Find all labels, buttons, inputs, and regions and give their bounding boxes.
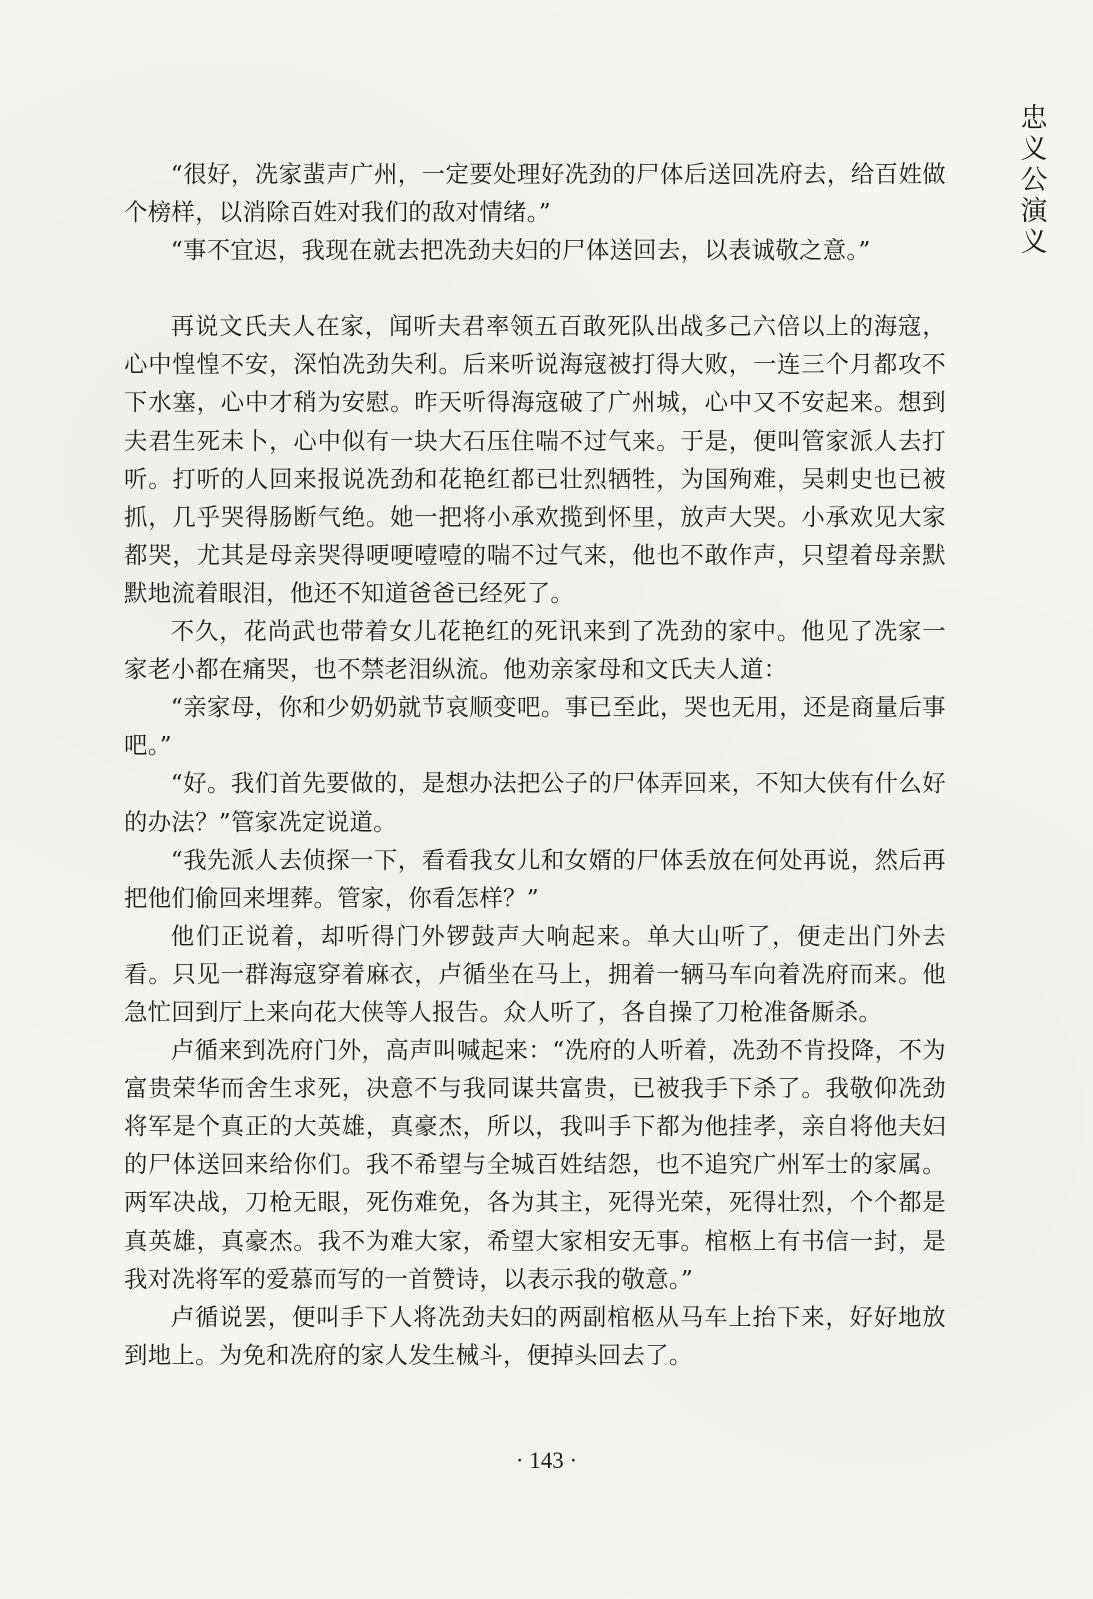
paragraph: 再说文氏夫人在家，闻听夫君率领五百敢死队出战多己六倍以上的海寇，心中惶惶不安，深怕冼劲失利。后来听说海寇被打得大败，一连三个月都攻不下水塞，心中才稍为安慰。昨天听得海寇破了广州城，心中又不安起来。想到夫君生死未卜，心中似有一块大石压住喘不过气来。于是，便叫管家派人去打听。打听的人回来报说冼劲和花艳红都已壮烈牺牲，为国殉难，吴刺史也已被抓，几乎哭得肠断气绝。她一把将小承欢揽到怀里，放声大哭。小承欢见大家都哭，尤其是母亲哭得哽哽噎噎的喘不过气来，他也不敢作声，只望着母亲默默地流着眼泪，他还不知道爸爸已经死了。 (124, 312, 946, 607)
paragraph: “亲家母，你和少奶奶就节哀顺变吧。事已至此，哭也无用，还是商量后事吧。” (124, 693, 946, 760)
paragraph: 不久，花尚武也带着女儿花艳红的死讯来到了冼劲的家中。他见了冼家一家老小都在痛哭，也不禁老泪纵流。他劝亲家母和文氏夫人道： (124, 617, 946, 684)
body-text (124, 155, 946, 1374)
paragraph: “我先派人去侦探一下，看看我女儿和女婿的尸体丢放在何处再说，然后再把他们偷回来埋葬。管家，你看怎样？” (124, 845, 946, 912)
paragraph: “好。我们首先要做的，是想办法把公子的尸体弄回来，不知大侠有什么好的办法？”管家冼定说道。 (124, 769, 946, 836)
paragraph: 卢循说罢，便叫手下人将冼劲夫妇的两副棺柩从马车上抬下来，好好地放到地上。为免和冼府的家人发生械斗，便掉头回去了。 (124, 1302, 946, 1369)
paragraph: “事不宜迟，我现在就去把冼劲夫妇的尸体送回去，以表诚敬之意。” (170, 236, 871, 265)
paragraph: 卢循来到冼府门外，高声叫喊起来：“冼府的人听着，冼劲不肯投降，不为富贵荣华而舍生求死，决意不与我同谋共富贵，已被我手下杀了。我敬仰冼劲将军是个真正的大英雄，真豪杰，所以，我叫手下都为他挂孝，亲自将他夫妇的尸体送回来给你们。我不希望与全城百姓结怨，也不追究广州军士的家属。两军决战，刀枪无眼，死伤难免，各为其主，死得光荣，死得壮烈，个个都是真英雄，真豪杰。我不为难大家，希望大家相安无事。棺柩上有书信一封，是我对冼将军的爱慕而写的一首赞诗，以表示我的敬意。” (124, 1036, 946, 1293)
paragraph: 他们正说着，却听得门外锣鼓声大响起来。单大山听了，便走出门外去看。只见一群海寇穿着麻衣，卢循坐在马上，拥着一辆马车向着冼府而来。他急忙回到厅上来向花大侠等人报告。众人听了，各自操了刀枪准备厮杀。 (124, 921, 946, 1026)
page-number: · 143 · (515, 1448, 578, 1473)
running-title: 忠义公演义 (1020, 103, 1048, 258)
paragraph: “很好，冼家蜚声广州，一定要处理好冼劲的尸体后送回冼府去，给百姓做个榜样，以消除百姓对我们的敌对情绪。” (124, 160, 946, 227)
